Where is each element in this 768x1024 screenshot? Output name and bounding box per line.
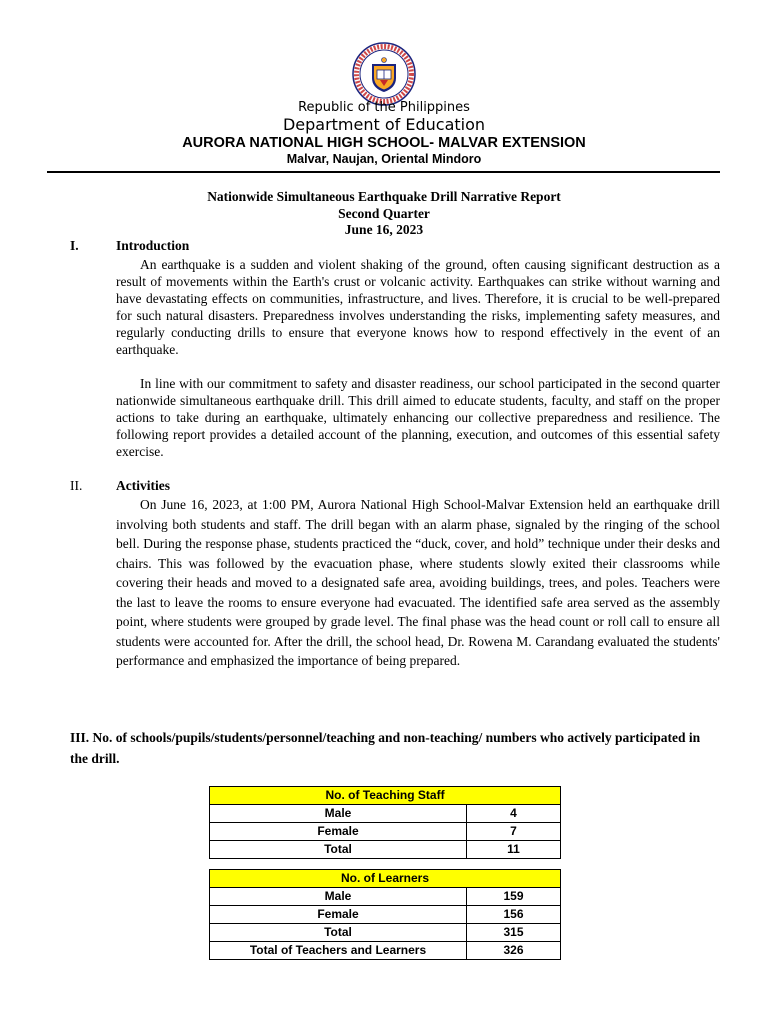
row-value: 156 xyxy=(467,906,561,924)
deped-seal-icon xyxy=(352,42,416,106)
intro-paragraph-1: An earthquake is a sudden and violent shaking of the ground, often causing significant destruction as a result of movements within the Earth's crust or volcanic activity. Earthquakes can strike without warning and have devastating effects on communities, infrastructure, and lives. Therefore, it is crucial to be well-prepared for such natural disasters. Preparedness involves understanding the risks, implementing safety measures, and regularly conducting drills to ensure that everyone knows how to respond effectively in the event of an earthquake. xyxy=(116,257,720,357)
school-address: Malvar, Naujan, Oriental Mindoro xyxy=(286,152,482,166)
section-heading-participants: III. No. of schools/pupils/students/personnel/teaching and non-teaching/ numbers who actively participated in the drill. xyxy=(70,730,701,766)
row-label: Female xyxy=(210,906,467,924)
learners-table xyxy=(209,869,561,960)
teaching-staff-header: No. of Teaching Staff xyxy=(210,787,561,805)
table-row xyxy=(210,888,561,906)
row-label: Total of Teachers and Learners xyxy=(210,942,467,960)
table-row xyxy=(210,823,561,841)
intro-paragraph-2: In line with our commitment to safety and disaster readiness, our school participated in the second quarter nationwide simultaneous earthquake drill. This drill aimed to educate students, faculty, and staff on the proper actions to take during an earthquake, ultimately enhancing our collective preparedness and resilience. The following report provides a detailed account of the planning, execution, and outcomes of this essential safety exercise. xyxy=(116,376,720,459)
row-label: Female xyxy=(210,823,467,841)
section-number-intro: I. xyxy=(70,238,79,253)
row-label: Total xyxy=(210,841,467,859)
school-name: AURORA NATIONAL HIGH SCHOOL- MALVAR EXTENSION xyxy=(182,135,586,151)
row-value: 7 xyxy=(467,823,561,841)
report-title: Nationwide Simultaneous Earthquake Drill Narrative Report xyxy=(207,189,561,204)
table-row xyxy=(210,805,561,823)
table-header-row xyxy=(210,870,561,888)
table-row xyxy=(210,841,561,859)
table-row xyxy=(210,924,561,942)
section-heading-intro: Introduction xyxy=(116,238,190,253)
row-label: Total xyxy=(210,924,467,942)
report-quarter: Second Quarter xyxy=(338,206,430,221)
table-row xyxy=(210,906,561,924)
learners-header: No. of Learners xyxy=(210,870,561,888)
section-heading-activities: Activities xyxy=(116,478,170,493)
activities-paragraph: On June 16, 2023, at 1:00 PM, Aurora National High School-Malvar Extension held an earthquake drill involving both students and staff. The drill began with an alarm phase, signaled by the ringing of the school bell. During the response phase, students practiced the “duck, cover, and hold” technique under their desks and chairs. This was followed by the evacuation phase, where students slowly exited their classrooms while covering their heads and moved to a designated safe area, avoiding buildings, trees, and poles. Teachers were the last to leave the rooms to ensure everyone had evacuated. The identified safe area served as the assembly point, where students were grouped by grade level. The final phase was the head count or roll call to ensure all students were accounted for. After the drill, the school head, Dr. Rowena M. Carandang evaluated the students' performance and emphasized the importance of being prepared. xyxy=(116,497,720,668)
row-value: 326 xyxy=(467,942,561,960)
row-label: Male xyxy=(210,888,467,906)
report-date: June 16, 2023 xyxy=(344,222,424,237)
department-line: Department of Education xyxy=(282,115,486,134)
teaching-staff-table xyxy=(209,786,561,859)
row-label: Male xyxy=(210,805,467,823)
header-divider xyxy=(47,171,720,173)
table-header-row xyxy=(210,787,561,805)
table-row xyxy=(210,942,561,960)
section-number-activities: II. xyxy=(70,478,83,493)
republic-line: Republic of the Philippines xyxy=(298,100,470,115)
row-value: 11 xyxy=(467,841,561,859)
row-value: 4 xyxy=(467,805,561,823)
row-value: 159 xyxy=(467,888,561,906)
row-value: 315 xyxy=(467,924,561,942)
